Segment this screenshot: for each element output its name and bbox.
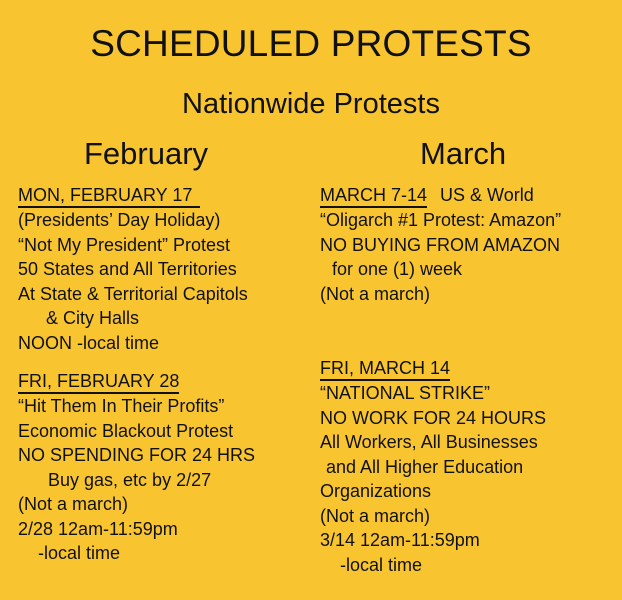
event-line: “Hit Them In Their Profits” [18,396,225,416]
month-heading-february: February [84,136,209,171]
event-header-march-14: FRI, MARCH 14 [320,356,546,381]
event-line: (Not a march) [18,494,129,514]
march-column-top [320,183,561,306]
event-header-feb-17: MON, FEBRUARY 17 [18,183,255,208]
march-column-bottom [320,356,546,577]
event-line: (Presidents’ Day Holiday) [18,210,221,230]
event-line: “NATIONAL STRIKE” [320,383,491,403]
february-column [18,183,255,566]
event-line: 50 States and All Territories [18,259,237,279]
event-line: -local time [38,543,121,563]
event-line: (Not a march) [320,505,431,526]
event-line: At State & Territorial Capitols [18,283,248,304]
event-line: NO SPENDING FOR 24 HRS [18,445,256,465]
event-line: Economic Blackout Protest [18,420,234,441]
event-line: “Oligarch #1 Protest: Amazon” [320,210,562,230]
event-line: NO BUYING FROM AMAZON [320,234,561,255]
event-line: 3/14 12am-11:59pm [320,530,480,550]
page-title: SCHEDULED PROTESTS [90,23,532,64]
month-heading-march: March [420,136,507,171]
event-header-extra: US & World [440,185,534,205]
event-header-march-7-14: MARCH 7-14 US & World [320,183,561,208]
event-line: for one (1) week [332,259,463,279]
event-line: -local time [340,554,423,575]
event-line: Organizations [320,481,432,501]
event-line: 2/28 12am-11:59pm [18,518,178,539]
event-line: “Not My President” Protest [18,234,231,255]
page-subtitle: Nationwide Protests [182,88,440,120]
event-line: NOON -local time [18,332,160,353]
event-line: NO WORK FOR 24 HOURS [320,407,547,428]
event-line: (Not a march) [320,283,431,304]
event-line: Buy gas, etc by 2/27 [48,469,212,490]
event-header-feb-28: FRI, FEBRUARY 28 [18,369,255,394]
event-line: and All Higher Education [326,456,524,477]
event-line: All Workers, All Businesses [320,432,538,452]
event-line: & City Halls [46,308,140,328]
